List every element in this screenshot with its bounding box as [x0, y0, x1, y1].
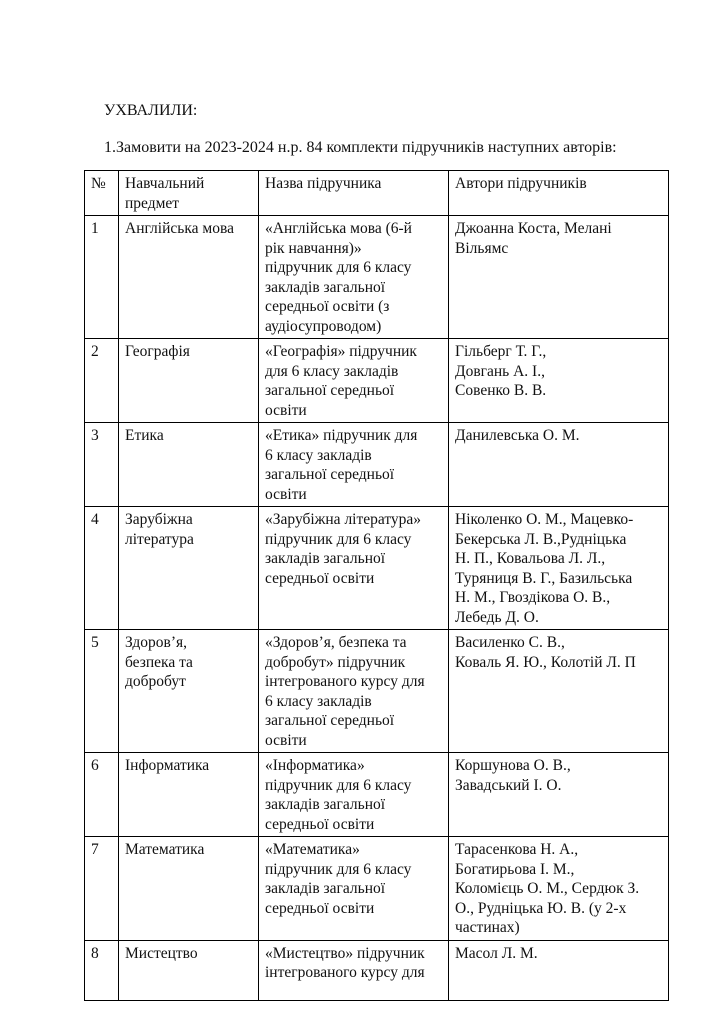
row-title: «Мистецтво» підручник інтегрованого курсу для	[259, 940, 449, 1000]
row-authors: Василенко С. В., Коваль Я. Ю., Колотій Л. П	[449, 630, 669, 753]
row-authors: Масол Л. М.	[449, 940, 669, 1000]
row-title: «Інформатика» підручник для 6 класу закладів загальної середньої освіти	[259, 753, 449, 837]
row-title: «Зарубіжна література» підручник для 6 класу закладів загальної середньої освіти	[259, 507, 449, 630]
row-subject: Англійська мова	[119, 216, 259, 339]
row-number: 6	[85, 753, 119, 837]
row-number: 3	[85, 423, 119, 507]
row-title: «Географія» підручник для 6 класу закладів загальної середньої освіти	[259, 339, 449, 423]
row-authors: Джоанна Коста, Мелані Вільямс	[449, 216, 669, 339]
row-subject: Зарубіжна література	[119, 507, 259, 630]
table-row	[85, 940, 669, 1000]
row-authors: Коршунова О. В., Завадський І. О.	[449, 753, 669, 837]
row-subject: Етика	[119, 423, 259, 507]
row-title: «Математика» підручник для 6 класу закладів загальної середньої освіти	[259, 837, 449, 941]
row-title: «Англійська мова (6-й рік навчання)» підручник для 6 класу закладів загальної середньої освіти (з аудіосупроводом)	[259, 216, 449, 339]
heading: УХВАЛИЛИ:	[104, 102, 198, 119]
table-row	[85, 423, 669, 507]
table-row	[85, 216, 669, 339]
row-title: «Етика» підручник для 6 класу закладів загальної середньої освіти	[259, 423, 449, 507]
row-subject: Географія	[119, 339, 259, 423]
header-subject: Навчальний предмет	[119, 171, 259, 216]
row-subject: Інформатика	[119, 753, 259, 837]
table-header-row	[85, 171, 669, 216]
intro-paragraph: 1.Замовити на 2023-2024 н.р. 84 комплекти підручників наступних авторів:	[104, 139, 617, 156]
table-row	[85, 339, 669, 423]
row-authors: Гільберг Т. Г., Довгань А. І., Совенко В. В.	[449, 339, 669, 423]
table-row	[85, 753, 669, 837]
row-number: 8	[85, 940, 119, 1000]
row-subject: Мистецтво	[119, 940, 259, 1000]
row-number: 4	[85, 507, 119, 630]
row-number: 1	[85, 216, 119, 339]
row-number: 7	[85, 837, 119, 941]
textbooks-table	[84, 170, 669, 1001]
header-number: №	[85, 171, 119, 216]
table-row	[85, 507, 669, 630]
table-row	[85, 630, 669, 753]
row-authors: Ніколенко О. М., Мацевко- Бекерська Л. В.,Рудніцька Н. П., Ковальова Л. Л., Туряниця В. Г., Базильська Н. М., Гвоздікова О. В., Лебедь Д. О.	[449, 507, 669, 630]
header-authors: Автори підручників	[449, 171, 669, 216]
row-subject: Здоров’я, безпека та добробут	[119, 630, 259, 753]
row-authors: Тарасенкова Н. А., Богатирьова І. М., Коломієць О. М., Сердюк З. О., Рудніцька Ю. В. (у 2-х частинах)	[449, 837, 669, 941]
row-title: «Здоров’я, безпека та добробут» підручник інтегрованого курсу для 6 класу закладів загальної середньої освіти	[259, 630, 449, 753]
row-authors: Данилевська О. М.	[449, 423, 669, 507]
header-title: Назва підручника	[259, 171, 449, 216]
row-subject: Математика	[119, 837, 259, 941]
table-row	[85, 837, 669, 941]
row-number: 2	[85, 339, 119, 423]
row-number: 5	[85, 630, 119, 753]
